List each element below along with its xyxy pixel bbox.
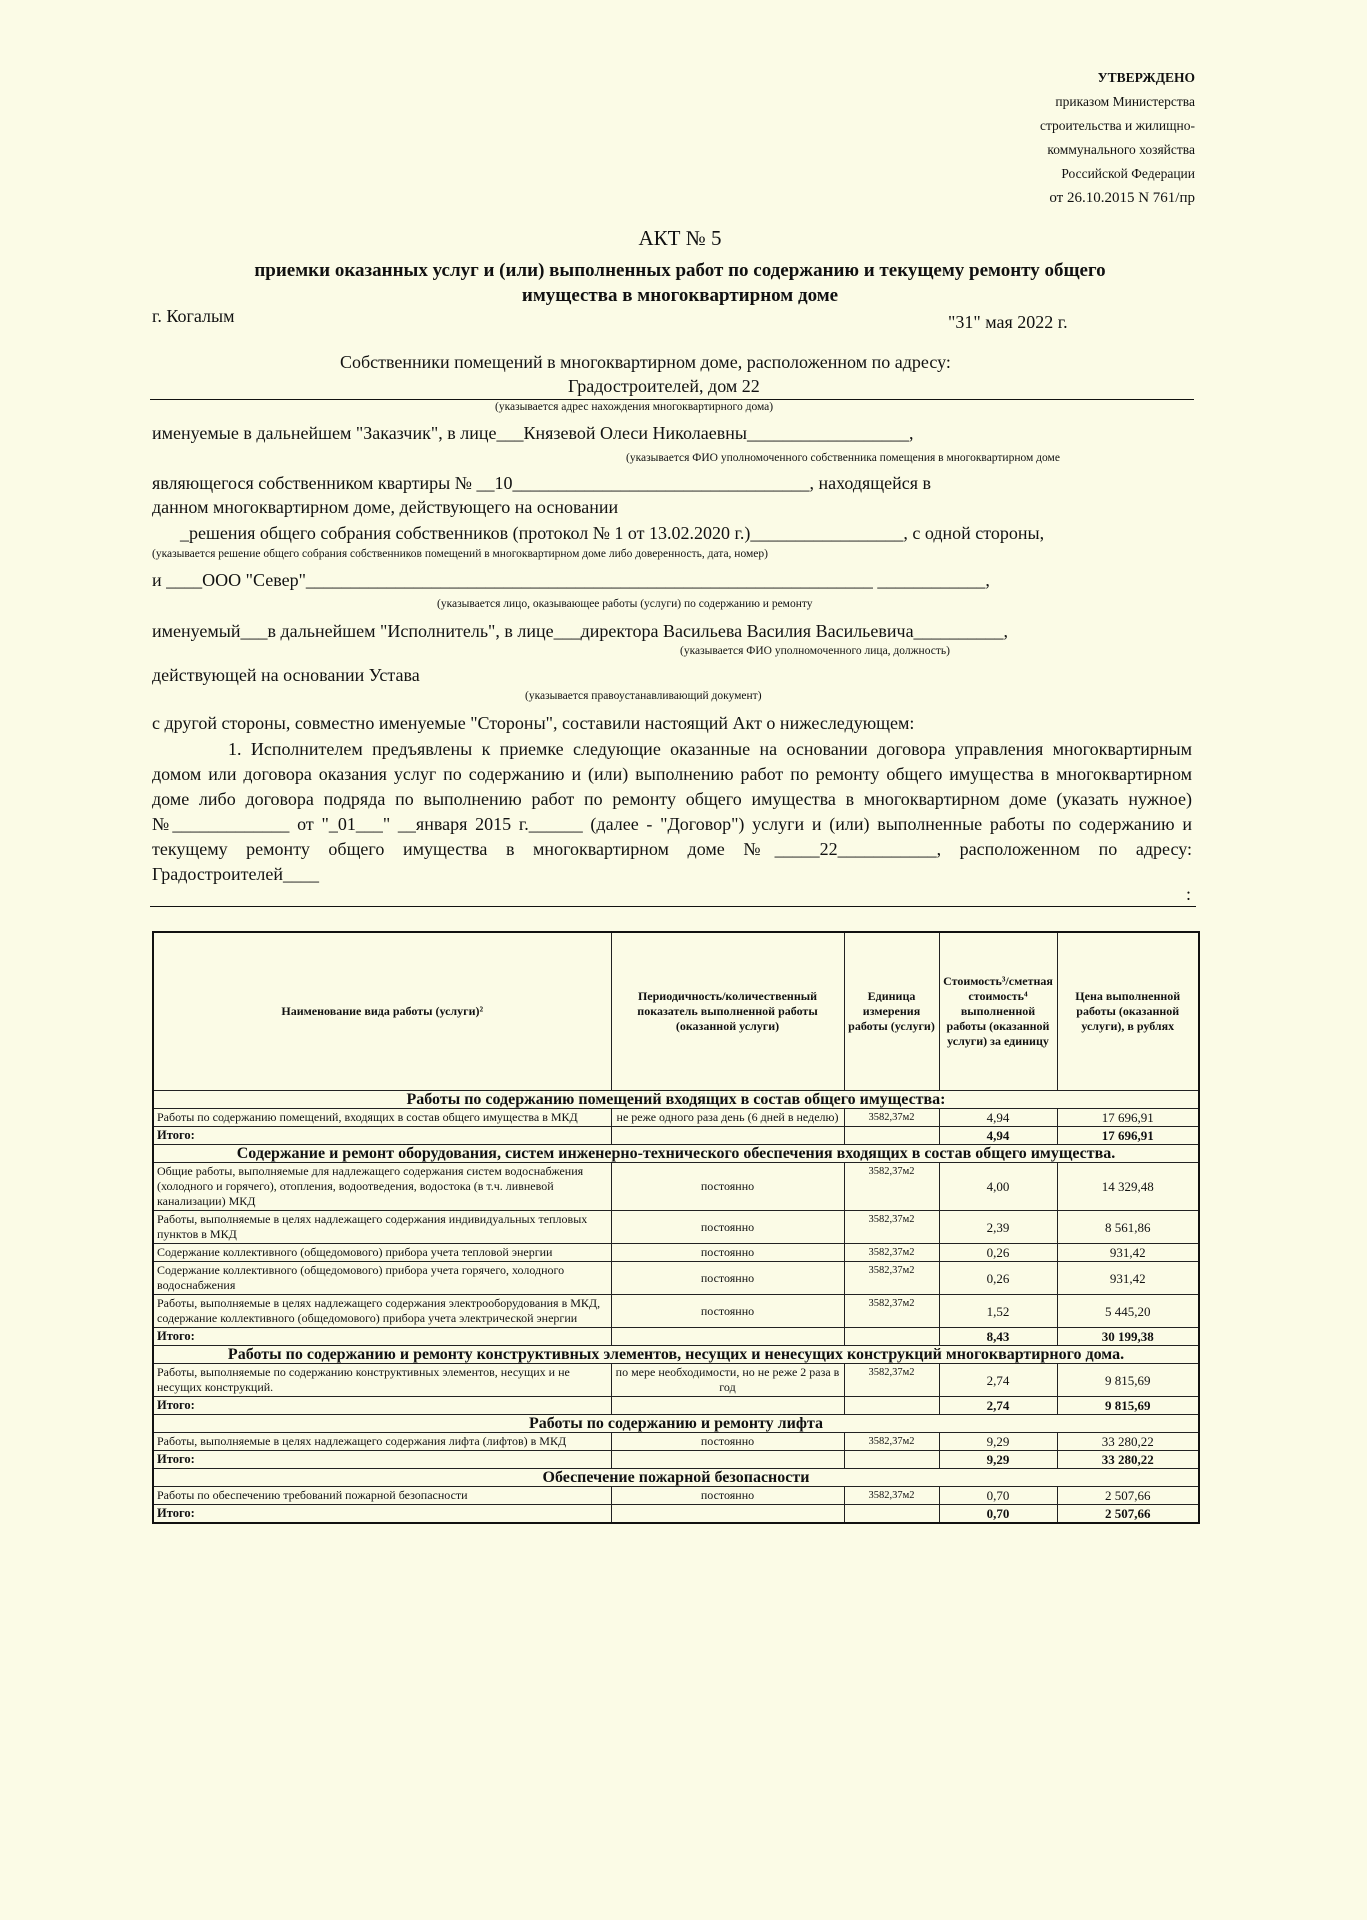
apartment-suffix: _________________________________, находящейся в [512, 473, 932, 493]
approval-line: строительства и жилищно- [1040, 118, 1195, 133]
total-row [153, 1397, 1199, 1415]
work-periodicity: постоянно [611, 1295, 844, 1328]
clause-1: 1. Исполнителем предъявлены к приемке следующие оказанные на основании договора управления многоквартирным домом или договора оказания услуг по содержанию и (или) выполнению работ по ремонту общего имущества в многоквартирном доме либо договора подряда по выполнению работ по ремонту общего имущества в многоквартирном доме (указать нужное) №_____________ от "_01___" __января 2015 г.______ (далее - "Договор") услуги и (или) выполненные работы по содержанию и текущему ремонту общего имущества в многоквартирном доме №_____22___________, расположенном по адресу: Градостроителей____ [152, 739, 1192, 884]
act-subtitle [150, 258, 1210, 308]
total-row [153, 1328, 1199, 1346]
approval-line: от 26.10.2015 N 761/пр [1049, 190, 1195, 206]
empty-cell [611, 1328, 844, 1346]
work-price: 5 445,20 [1057, 1295, 1199, 1328]
customer-prefix: именуемые в дальнейшем "Заказчик", в лице___ [152, 423, 524, 443]
empty-cell [611, 1127, 844, 1145]
empty-cell [844, 1127, 939, 1145]
work-price: 9 815,69 [1057, 1364, 1199, 1397]
work-name: Работы по содержанию помещений, входящих в состав общего имущества в МКД [153, 1109, 611, 1127]
customer-name: Князевой Олеси Николаевны [523, 423, 747, 443]
section-title: Работы по содержанию и ремонту конструктивных элементов, несущих и ненесущих конструкций многоквартирного дома. [153, 1346, 1199, 1364]
work-unit: 3582,37м2 [844, 1109, 939, 1127]
work-price: 2 507,66 [1057, 1487, 1199, 1505]
empty-cell [844, 1328, 939, 1346]
empty-cell [611, 1451, 844, 1469]
section-row [153, 1091, 1199, 1109]
total-price: 2 507,66 [1057, 1505, 1199, 1524]
work-periodicity: постоянно [611, 1487, 844, 1505]
work-cost: 4,00 [939, 1163, 1057, 1211]
total-label: Итого: [153, 1127, 611, 1145]
act-title: АКТ № 5 [638, 226, 722, 250]
work-name: Работы, выполняемые в целях надлежащего содержания индивидуальных тепловых пунктов в МКД [153, 1211, 611, 1244]
work-name: Содержание коллективного (общедомового) прибора учета тепловой энергии [153, 1244, 611, 1262]
work-cost: 0,26 [939, 1244, 1057, 1262]
work-periodicity: постоянно [611, 1211, 844, 1244]
approval-stamp [1040, 66, 1195, 210]
work-price: 17 696,91 [1057, 1109, 1199, 1127]
clause-underline [150, 906, 1196, 907]
work-cost: 2,74 [939, 1364, 1057, 1397]
apartment-line [152, 473, 931, 494]
table-row [153, 1109, 1199, 1127]
total-row [153, 1505, 1199, 1524]
basis-line-1: данном многоквартирном доме, действующего на основании [152, 497, 619, 517]
approval-head: УТВЕРЖДЕНО [1097, 70, 1195, 85]
section-row [153, 1346, 1199, 1364]
work-cost: 4,94 [939, 1109, 1057, 1127]
header-name: Наименование вида работы (услуги)² [153, 932, 611, 1091]
total-price: 30 199,38 [1057, 1328, 1199, 1346]
work-price: 931,42 [1057, 1262, 1199, 1295]
hint-contractor: (указывается лицо, оказывающее работы (услуги) по содержанию и ремонту [437, 598, 813, 610]
work-periodicity: постоянно [611, 1244, 844, 1262]
address-underline [150, 399, 1194, 400]
contractor-line: и ____ООО "Север"_______________________________________________________________ ____________, [152, 570, 990, 590]
table-row [153, 1364, 1199, 1397]
work-unit: 3582,37м2 [844, 1487, 939, 1505]
table-row [153, 1211, 1199, 1244]
total-price: 33 280,22 [1057, 1451, 1199, 1469]
empty-cell [844, 1505, 939, 1524]
hint-basis: (указывается решение общего собрания собственников помещений в многоквартирном доме либо доверенность, дата, номер) [152, 548, 768, 560]
total-cost: 8,43 [939, 1328, 1057, 1346]
empty-cell [611, 1505, 844, 1524]
hint-charter: (указывается правоустанавливающий документ) [525, 690, 762, 702]
customer-line [152, 423, 913, 444]
work-name: Содержание коллективного (общедомового) прибора учета горячего, холодного водоснабжения [153, 1262, 611, 1295]
apartment-prefix: являющегося собственником квартиры № __ [152, 473, 495, 493]
work-periodicity: постоянно [611, 1433, 844, 1451]
section-row [153, 1469, 1199, 1487]
work-name: Работы, выполняемые по содержанию конструктивных элементов, несущих и не несущих конструкций. [153, 1364, 611, 1397]
total-row [153, 1451, 1199, 1469]
work-unit: 3582,37м2 [844, 1433, 939, 1451]
work-price: 8 561,86 [1057, 1211, 1199, 1244]
work-name: Работы, выполняемые в целях надлежащего содержания электрооборудования в МКД, содержание коллективного (общедомового) прибора учета электрической энергии [153, 1295, 611, 1328]
place: г. Когалым [152, 306, 235, 326]
total-cost: 2,74 [939, 1397, 1057, 1415]
approval-line: Российской Федерации [1061, 166, 1195, 181]
work-periodicity: не реже одного раза день (6 дней в неделю) [611, 1109, 844, 1127]
section-title: Обеспечение пожарной безопасности [153, 1469, 1199, 1487]
work-unit: 3582,37м2 [844, 1244, 939, 1262]
work-price: 33 280,22 [1057, 1433, 1199, 1451]
basis-line-2: _решения общего собрания собственников (протокол № 1 от 13.02.2020 г.)_________________, с одной стороны, [180, 523, 1045, 543]
total-cost: 0,70 [939, 1505, 1057, 1524]
act-subtitle-line: приемки оказанных услуг и (или) выполненных работ по содержанию и текущему ремонту общего [254, 260, 1106, 281]
header-periodicity: Периодичность/количественный показатель выполненной работы (оказанной услуги) [611, 932, 844, 1091]
owners-intro: Собственники помещений в многоквартирном доме, расположенном по адресу: [340, 352, 951, 372]
total-label: Итого: [153, 1451, 611, 1469]
work-unit: 3582,37м2 [844, 1211, 939, 1244]
work-name: Работы, выполняемые в целях надлежащего содержания лифта (лифтов) в МКД [153, 1433, 611, 1451]
work-cost: 1,52 [939, 1295, 1057, 1328]
total-price: 9 815,69 [1057, 1397, 1199, 1415]
work-unit: 3582,37м2 [844, 1364, 939, 1397]
approval-line: коммунального хозяйства [1047, 142, 1195, 157]
section-title: Содержание и ремонт оборудования, систем инженерно-технического обеспечения входящих в состав общего имущества. [153, 1145, 1199, 1163]
total-row [153, 1127, 1199, 1145]
act-subtitle-line: имущества в многоквартирном доме [521, 285, 839, 306]
header-price: Цена выполненной работы (оказанной услуги), в рублях [1057, 932, 1199, 1091]
header-unit: Единица измерения работы (услуги) [844, 932, 939, 1091]
charter-line: действующей на основании Устава [152, 665, 420, 685]
apartment-number: 10 [494, 473, 513, 493]
work-periodicity: постоянно [611, 1163, 844, 1211]
work-periodicity: постоянно [611, 1262, 844, 1295]
executor-line: именуемый___в дальнейшем "Исполнитель", в лице___директора Васильева Василия Васильевича__________, [152, 621, 1009, 641]
address: Градостроителей, дом 22 [568, 376, 760, 396]
table-row [153, 1487, 1199, 1505]
work-cost: 2,39 [939, 1211, 1057, 1244]
section-row [153, 1415, 1199, 1433]
empty-cell [611, 1397, 844, 1415]
work-cost: 0,70 [939, 1487, 1057, 1505]
table-body [153, 1091, 1199, 1524]
hint-address: (указывается адрес нахождения многоквартирного дома) [495, 401, 774, 413]
work-price: 14 329,48 [1057, 1163, 1199, 1211]
work-cost: 0,26 [939, 1262, 1057, 1295]
total-cost: 4,94 [939, 1127, 1057, 1145]
table-row [153, 1163, 1199, 1211]
work-unit: 3582,37м2 [844, 1295, 939, 1328]
work-unit: 3582,37м2 [844, 1262, 939, 1295]
work-unit: 3582,37м2 [844, 1163, 939, 1211]
clause-colon: : [1186, 884, 1192, 904]
total-label: Итого: [153, 1505, 611, 1524]
section-title: Работы по содержанию помещений входящих в состав общего имущества: [153, 1091, 1199, 1109]
section-row [153, 1145, 1199, 1163]
hint-customer: (указывается ФИО уполномоченного собственника помещения в многоквартирном доме [626, 452, 1060, 464]
customer-suffix: __________________, [746, 423, 914, 443]
approval-line: приказом Министерства [1055, 94, 1195, 109]
date: "31" мая 2022 г. [948, 312, 1068, 332]
header-cost: Стоимость³/сметная стоимость⁴ выполненной работы (оказанной услуги) за единицу [939, 932, 1057, 1091]
section-title: Работы по содержанию и ремонту лифта [153, 1415, 1199, 1433]
works-table [152, 931, 1200, 1524]
table-row [153, 1295, 1199, 1328]
empty-cell [844, 1397, 939, 1415]
total-price: 17 696,91 [1057, 1127, 1199, 1145]
table-row [153, 1262, 1199, 1295]
work-price: 931,42 [1057, 1244, 1199, 1262]
total-label: Итого: [153, 1397, 611, 1415]
table-row [153, 1244, 1199, 1262]
parties-line: с другой стороны, совместно именуемые "Стороны", составили настоящий Акт о нижеследующем: [152, 713, 915, 733]
total-cost: 9,29 [939, 1451, 1057, 1469]
work-name: Общие работы, выполняемые для надлежащего содержания систем водоснабжения (холодного и горячего), отопления, водоотведения, водостока (в т.ч. ливневой канализации) МКД [153, 1163, 611, 1211]
hint-executor: (указывается ФИО уполномоченного лица, должность) [680, 645, 950, 657]
work-cost: 9,29 [939, 1433, 1057, 1451]
work-periodicity: по мере необходимости, но не реже 2 раза в год [611, 1364, 844, 1397]
work-name: Работы по обеспечению требований пожарной безопасности [153, 1487, 611, 1505]
empty-cell [844, 1451, 939, 1469]
total-label: Итого: [153, 1328, 611, 1346]
table-row [153, 1433, 1199, 1451]
